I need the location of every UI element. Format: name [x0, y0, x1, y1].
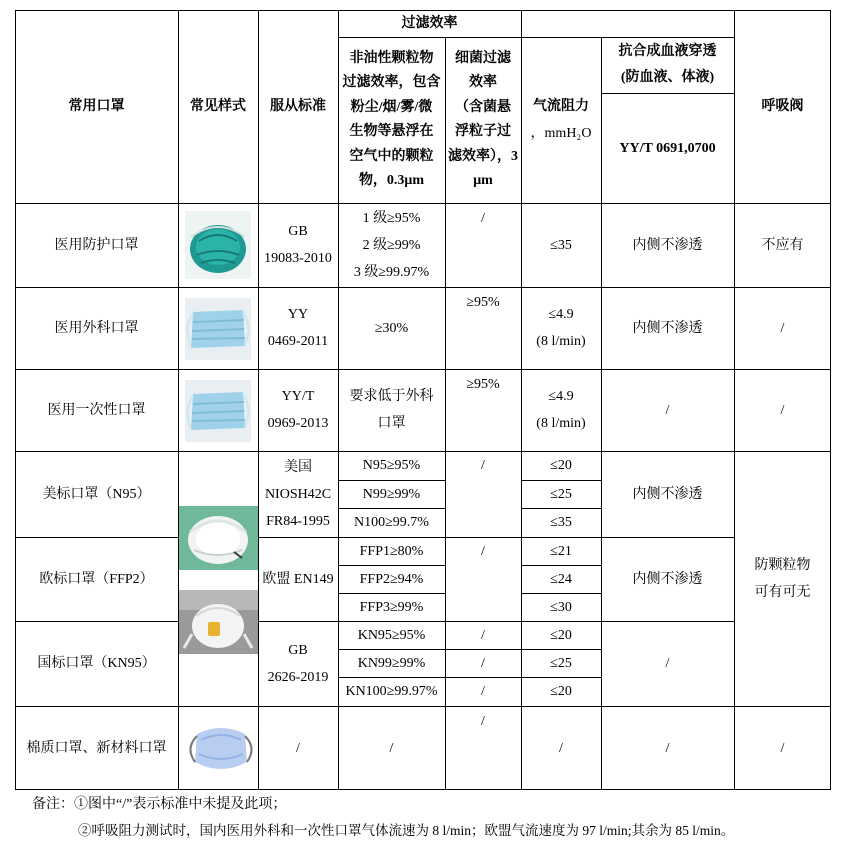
grid-line	[521, 37, 734, 38]
grid-line	[601, 93, 734, 94]
ffp-airflow-1: ≤21	[550, 543, 572, 559]
grid-line	[178, 10, 179, 790]
kn95-synthetic: /	[665, 656, 670, 671]
kn95-airflow-2: ≤25	[550, 655, 572, 671]
ffp-synthetic: 内侧不渗透	[632, 571, 703, 587]
ffp-bacteria: /	[481, 543, 485, 559]
grid-line	[15, 369, 831, 370]
grid-line	[338, 508, 445, 509]
ffp-nonoil-3: FFP3≥99%	[359, 599, 424, 615]
grid-line	[15, 621, 178, 622]
valve-merged: 防颗粒物 可有可无	[754, 557, 811, 600]
n95-airflow-1: ≤20	[550, 458, 572, 473]
header-standard: 服从标准	[270, 99, 326, 114]
row1-name: 医用防护口罩	[54, 237, 139, 253]
n95-airflow-3: ≤35	[550, 515, 572, 530]
kn95-nonoil-2: KN99≥99%	[357, 655, 426, 671]
grid-line	[601, 37, 602, 790]
header-nonoil: 非油性颗粒物 过滤效率，包含 粉尘/烟/雾/微 生物等悬浮在 空气中的颗粒 物，0.3μm	[342, 50, 441, 188]
border-bottom	[15, 789, 831, 790]
ffp-airflow-2: ≤24	[550, 571, 572, 587]
header-style: 常见样式	[190, 99, 246, 114]
ffp-name: 欧标口罩（FFP2）	[39, 571, 154, 587]
grid-line	[338, 37, 521, 38]
n95-nonoil-2: N99≥99%	[362, 486, 421, 502]
row3-synthetic: /	[665, 402, 670, 418]
header-synthetic: 抗合成血液穿透 (防血液、体液)	[618, 44, 717, 85]
row1-synthetic: 内侧不渗透	[632, 237, 703, 253]
surgical-mask-icon	[185, 298, 251, 360]
cup-mask-icon	[178, 506, 258, 570]
n95-airflow-2: ≤25	[550, 486, 572, 502]
row1-nonoil: 1 级≥95% 2 级≥99% 3 级≥99.97%	[353, 210, 430, 280]
grid-line	[258, 10, 259, 790]
header-valve: 呼吸阀	[761, 99, 804, 114]
grid-line	[338, 480, 445, 481]
grid-line	[15, 287, 831, 288]
kn95-airflow-3: ≤20	[550, 684, 572, 699]
grid-line	[338, 649, 601, 650]
row2-name: 医用外科口罩	[54, 320, 139, 336]
border-right	[830, 10, 831, 790]
row3-name: 医用一次性口罩	[47, 402, 146, 418]
kn95-bacteria-2: /	[481, 655, 485, 671]
row1-standard: GB 19083-2010	[264, 224, 332, 266]
row2-valve: /	[780, 320, 785, 336]
ffp-nonoil-1: FFP1≥80%	[359, 543, 424, 559]
cotton-synthetic: /	[665, 740, 670, 756]
row2-standard: YY 0469-2011	[267, 307, 329, 349]
border-top	[15, 10, 831, 11]
kn95-airflow-1: ≤20	[550, 627, 572, 643]
mask-comparison-table	[15, 10, 831, 790]
row2-bacteria: ≥95%	[466, 295, 500, 310]
cotton-airflow: /	[559, 740, 563, 756]
grid-line	[734, 10, 735, 790]
grid-line	[338, 593, 445, 594]
ffp-airflow-3: ≤30	[550, 599, 572, 615]
row1-airflow: ≤35	[550, 237, 572, 253]
n95-mask-teal-icon	[185, 211, 251, 279]
kn95-bacteria-1: /	[481, 627, 485, 643]
grid-line	[521, 10, 522, 790]
cotton-bacteria: /	[481, 714, 485, 729]
n95-name: 美标口罩（N95）	[42, 486, 151, 502]
cotton-name: 棉质口罩、新材料口罩	[26, 740, 167, 756]
row1-bacteria: /	[481, 211, 485, 226]
cotton-mask-icon	[185, 718, 257, 780]
grid-line	[15, 537, 178, 538]
note-line-1: 备注：①图中“/”表示标准中未提及此项；	[32, 797, 287, 812]
ffp-standard: 欧盟 EN149	[262, 571, 334, 587]
valve-mask-icon	[178, 590, 258, 654]
grid-line	[258, 537, 734, 538]
grid-line	[338, 565, 445, 566]
header-airflow: 气流阻力 ，mmH₂O	[530, 99, 592, 141]
header-synthetic-standard: YY/T 0691,0700	[619, 140, 716, 156]
grid-line	[521, 593, 601, 594]
cotton-nonoil: /	[389, 740, 394, 756]
grid-line	[521, 508, 601, 509]
row3-airflow: ≤4.9 (8 l/min)	[536, 389, 586, 431]
grid-line	[521, 565, 601, 566]
kn95-name: 国标口罩（KN95）	[37, 656, 156, 671]
cotton-standard: /	[296, 740, 300, 756]
row3-valve: /	[780, 402, 785, 418]
row2-nonoil: ≥30%	[374, 320, 409, 336]
row3-bacteria: ≥95%	[466, 377, 500, 392]
border-left	[15, 10, 16, 790]
header-mask: 常用口罩	[68, 99, 125, 114]
n95-standard: 美国 NIOSH42C FR84-1995	[264, 459, 332, 529]
row3-nonoil: 要求低于外科 口罩	[349, 389, 434, 431]
n95-synthetic: 内侧不渗透	[632, 486, 703, 502]
disposable-mask-icon	[185, 380, 251, 442]
row2-synthetic: 内侧不渗透	[632, 320, 703, 336]
grid-line	[445, 37, 446, 790]
grid-line	[521, 480, 601, 481]
row2-airflow: ≤4.9 (8 l/min)	[536, 307, 586, 349]
header-filter-group: 过滤效率	[401, 16, 458, 31]
grid-line	[15, 706, 831, 707]
kn95-bacteria-3: /	[481, 684, 485, 699]
kn95-nonoil-3: KN100≥99.97%	[345, 684, 438, 699]
cotton-valve: /	[780, 740, 785, 756]
grid-line	[15, 451, 831, 452]
n95-nonoil-3: N100≥99.7%	[354, 515, 429, 530]
kn95-standard: GB 2626-2019	[267, 642, 329, 685]
grid-line	[338, 677, 601, 678]
grid-line	[258, 621, 734, 622]
n95-bacteria: /	[481, 458, 485, 473]
grid-line	[338, 10, 339, 790]
n95-nonoil-1: N95≥95%	[362, 458, 421, 473]
grid-line	[15, 203, 831, 204]
header-bacteria: 细菌过滤 效率 （含菌悬 浮粒子过 滤效率），3 μm	[448, 50, 518, 188]
ffp-nonoil-2: FFP2≥94%	[359, 571, 424, 587]
row3-standard: YY/T 0969-2013	[267, 389, 329, 431]
kn95-nonoil-1: KN95≥95%	[357, 627, 426, 643]
note-line-2: ②呼吸阻力测试时，国内医用外科和一次性口罩气体流速为 8 l/min；欧盟气流速度为 97 l/min;其余为 85 l/min。	[78, 823, 735, 838]
row1-valve: 不应有	[761, 237, 804, 253]
